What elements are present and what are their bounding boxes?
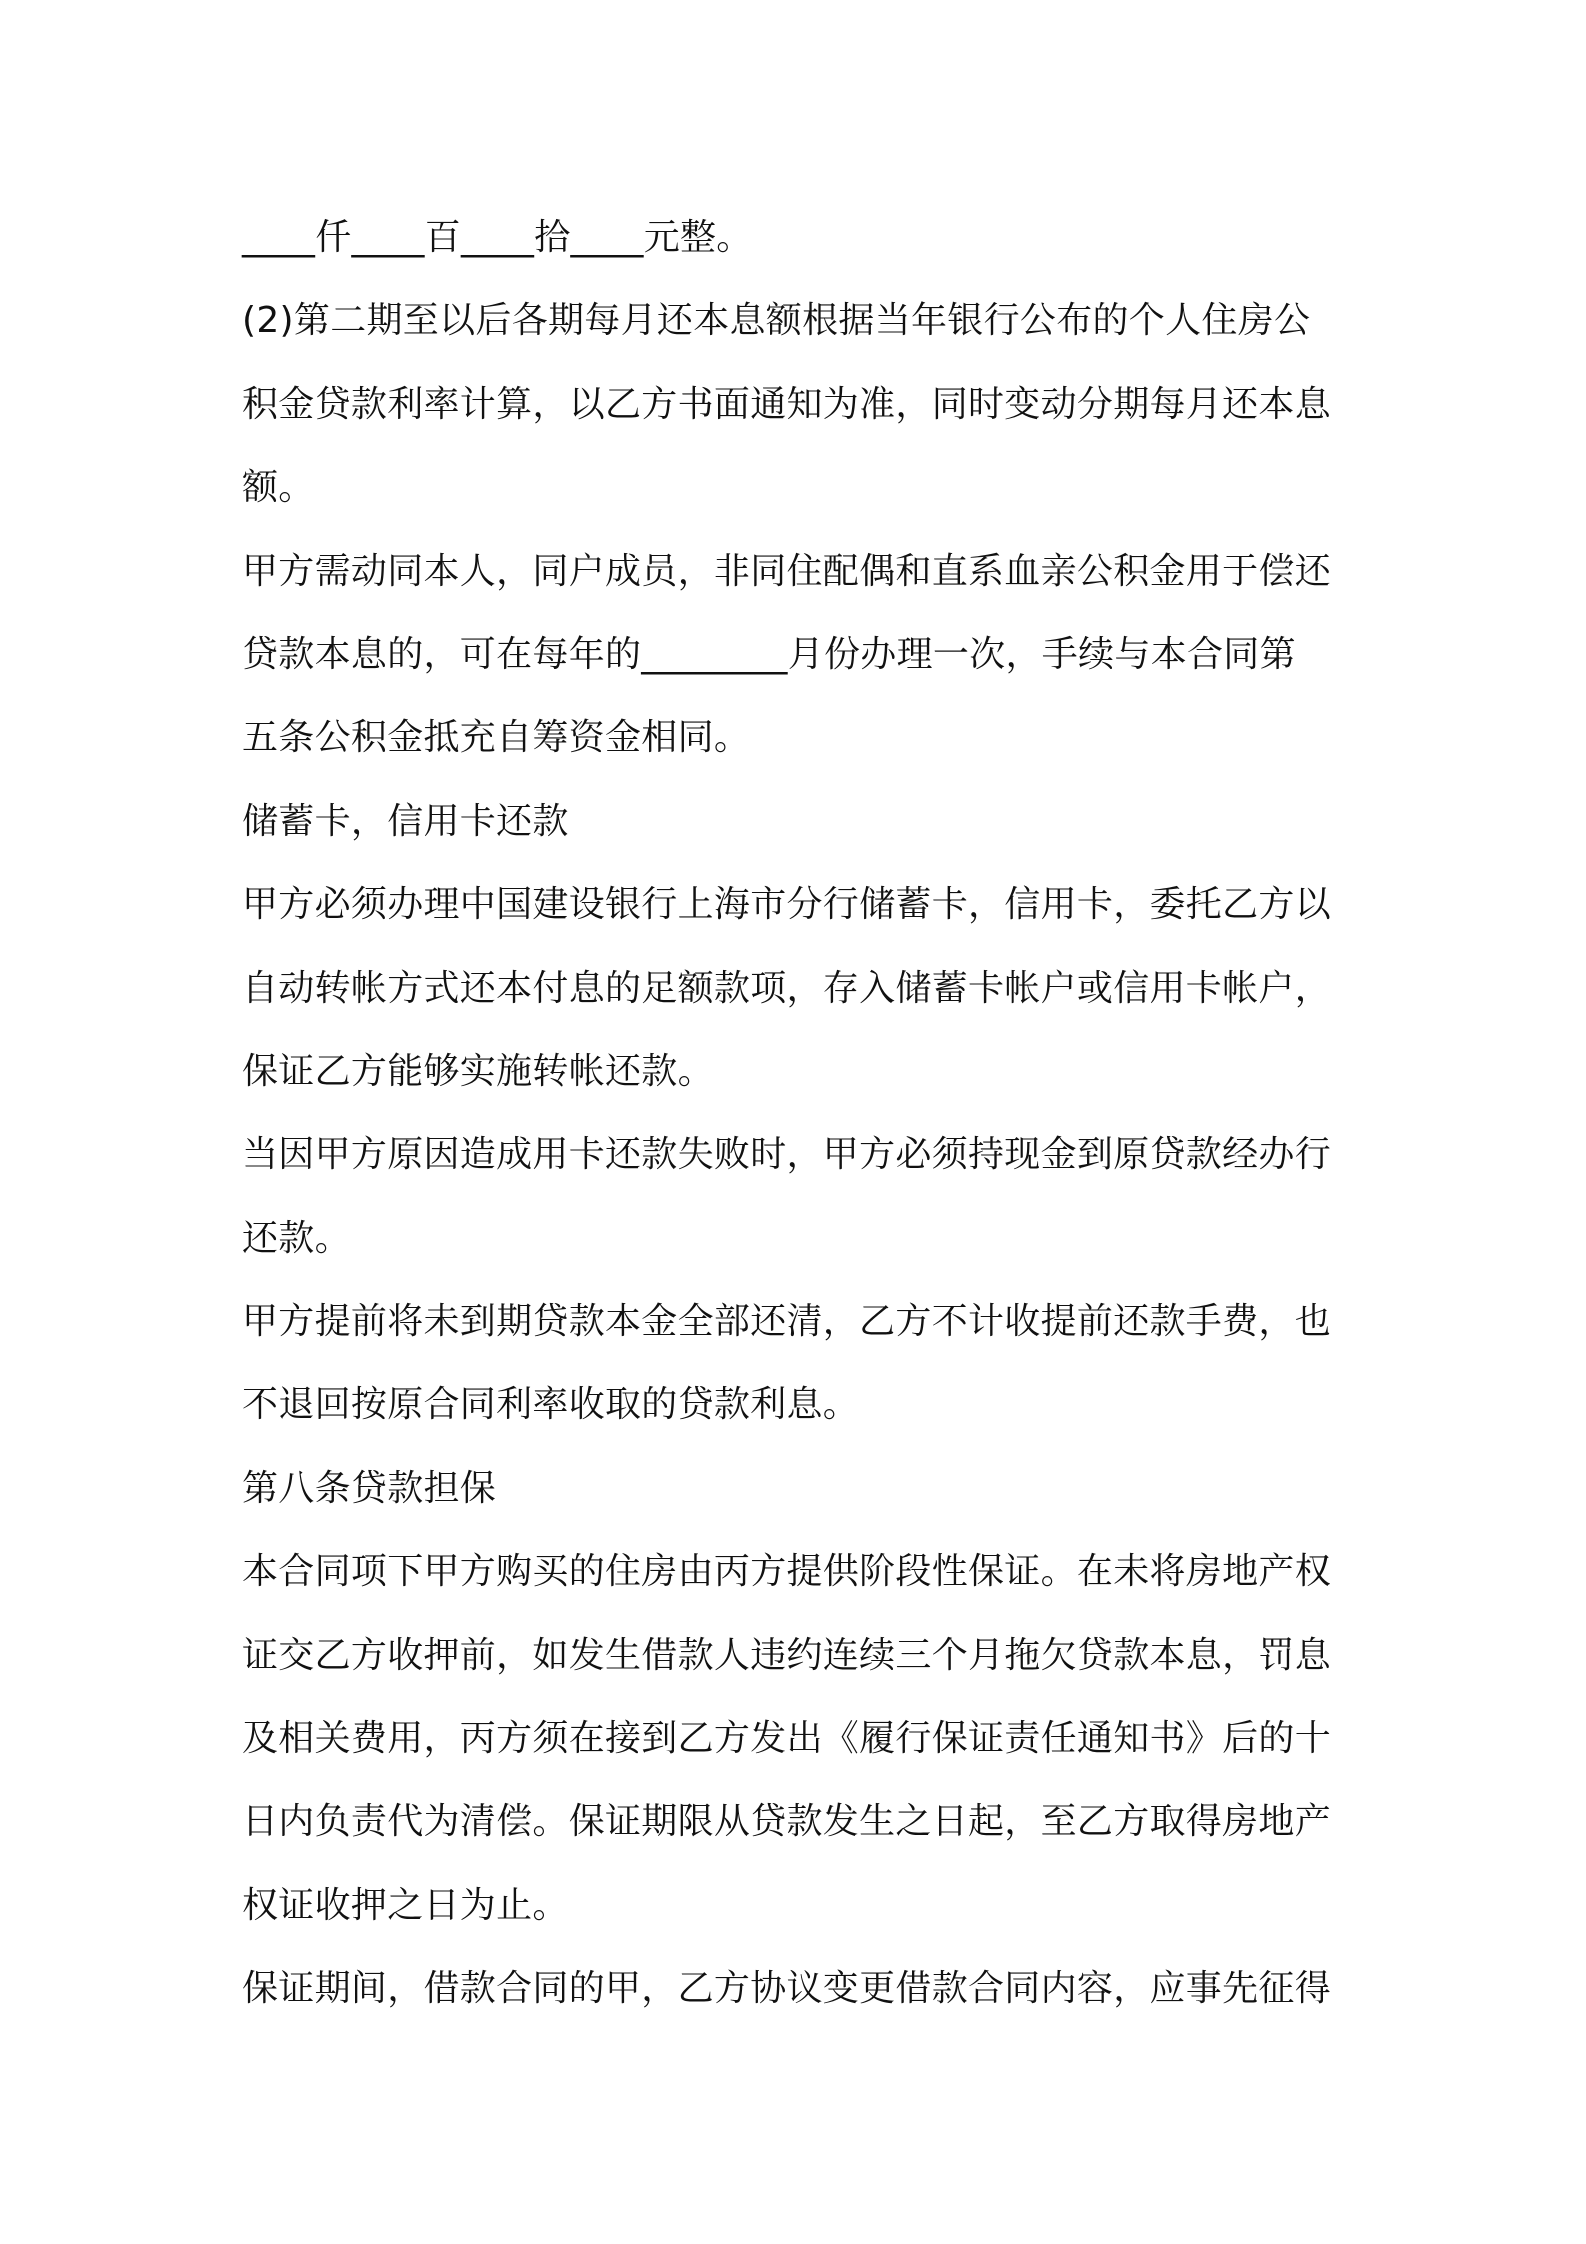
text-line: ____仟____百____拾____元整。 [242,217,753,258]
text-line: 本合同项下甲方购买的住房由丙方提供阶段性保证。在未将房地产权 [242,1551,1332,1593]
text-line: 权证收押之日为止。 [242,1884,569,1926]
section-heading: 储蓄卡，信用卡还款 [242,800,569,842]
text-line: 甲方提前将未到期贷款本金全部还清，乙方不计收提前还款手费，也 [242,1301,1332,1343]
text-line: 自动转帐方式还本付息的足额款项，存入储蓄卡帐户或信用卡帐户， [242,967,1332,1009]
text-line: 额。 [242,467,315,509]
text-line: 甲方必须办理中国建设银行上海市分行储蓄卡，信用卡，委托乙方以 [242,884,1332,926]
text-line: 还款。 [242,1217,351,1259]
text-line: (2)第二期至以后各期每月还本息额根据当年银行公布的个人住房公 [242,300,1311,342]
text-line: 甲方需动同本人，同户成员，非同住配偶和直系血亲公积金用于偿还 [242,550,1332,592]
text-line: 贷款本息的，可在每年的________月份办理一次，手续与本合同第 [242,633,1296,675]
text-line: 保证期间，借款合同的甲，乙方协议变更借款合同内容，应事先征得 [242,1968,1332,2010]
text-line: 五条公积金抵充自筹资金相同。 [242,717,751,759]
text-line: 当因甲方原因造成用卡还款失败时，甲方必须持现金到原贷款经办行 [242,1134,1332,1176]
text-line: 不退回按原合同利率收取的贷款利息。 [242,1384,860,1426]
text-line: 日内负责代为清偿。保证期限从贷款发生之日起，至乙方取得房地产 [242,1801,1332,1843]
contract-text-body [242,196,1362,2031]
text-line: 及相关费用，丙方须在接到乙方发出《履行保证责任通知书》后的十 [242,1718,1332,1760]
section-heading: 第八条贷款担保 [242,1467,497,1509]
text-line: 证交乙方收押前，如发生借款人违约连续三个月拖欠贷款本息，罚息 [242,1634,1332,1676]
text-line: 积金贷款利率计算，以乙方书面通知为准，同时变动分期每月还本息 [242,383,1332,425]
text-line: 保证乙方能够实施转帐还款。 [242,1050,714,1092]
